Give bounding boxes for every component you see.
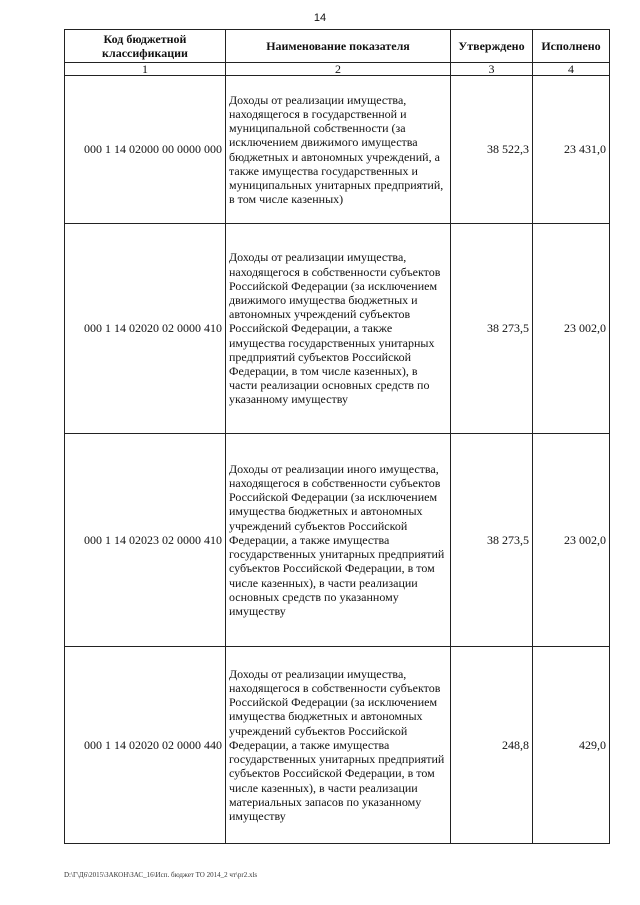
column-number-row <box>65 63 610 76</box>
row-executed: 23 002,0 <box>533 224 610 434</box>
row-name: Доходы от реализации имущества, находящегося в собственности субъектов Российской Федерации (за исключением имущества бюджетных и автономных учреждений субъектов Российской Федерации, а также имущества государственных унитарных предприятий субъектов Российской Федерации, в том числе казенных), в части реализации материальных запасов по указанному имуществу <box>226 647 451 844</box>
column-number: 4 <box>533 63 610 76</box>
header-code: Код бюджетной классификации <box>65 30 226 63</box>
row-executed: 429,0 <box>533 647 610 844</box>
page-number: 14 <box>313 12 327 24</box>
row-name: Доходы от реализации имущества, находящегося в собственности субъектов Российской Федерации (за исключением движимого имущества бюджетных и автономных учреждений субъектов Российской Федерации, а также имущества государственных унитарных предприятий субъектов Российской Федерации, в том числе казенных), в части реализации основных средств по указанному имуществу <box>226 224 451 434</box>
row-approved: 248,8 <box>451 647 533 844</box>
header-row <box>65 30 610 63</box>
row-code: 000 1 14 02023 02 0000 410 <box>65 434 226 647</box>
header-name: Наименование показателя <box>226 30 451 63</box>
row-approved: 38 273,5 <box>451 434 533 647</box>
header-executed: Исполнено <box>533 30 610 63</box>
row-executed: 23 002,0 <box>533 434 610 647</box>
column-number: 2 <box>226 63 451 76</box>
budget-table <box>64 29 610 844</box>
header-approved: Утверждено <box>451 30 533 63</box>
row-code: 000 1 14 02020 02 0000 410 <box>65 224 226 434</box>
row-approved: 38 522,3 <box>451 76 533 224</box>
row-code: 000 1 14 02020 02 0000 440 <box>65 647 226 844</box>
table-row <box>65 647 610 844</box>
table-row <box>65 76 610 224</box>
row-name: Доходы от реализации иного имущества, находящегося в собственности субъектов Российской Федерации (за исключением имущества бюджетных и автономных учреждений субъектов Российской Федерации, а также имущества государственных унитарных предприятий субъектов Российской Федерации, в том числе казенных), в части реализации основных средств по указанному имуществу <box>226 434 451 647</box>
column-number: 1 <box>65 63 226 76</box>
table-row <box>65 434 610 647</box>
row-code: 000 1 14 02000 00 0000 000 <box>65 76 226 224</box>
row-name: Доходы от реализации имущества, находящегося в государственной и муниципальной собственности (за исключением движимого имущества бюджетных и автономных учреждений, а также имущества государственных и муниципальных унитарных предприятий, в том числе казенных) <box>226 76 451 224</box>
row-approved: 38 273,5 <box>451 224 533 434</box>
file-path-footer: D:\Г\Д6\2015\ЗАКОН\ЗАС_16\Исп. бюджет ТО 2014_2 чт\pr2.xls <box>64 871 258 879</box>
row-executed: 23 431,0 <box>533 76 610 224</box>
table-row <box>65 224 610 434</box>
column-number: 3 <box>451 63 533 76</box>
